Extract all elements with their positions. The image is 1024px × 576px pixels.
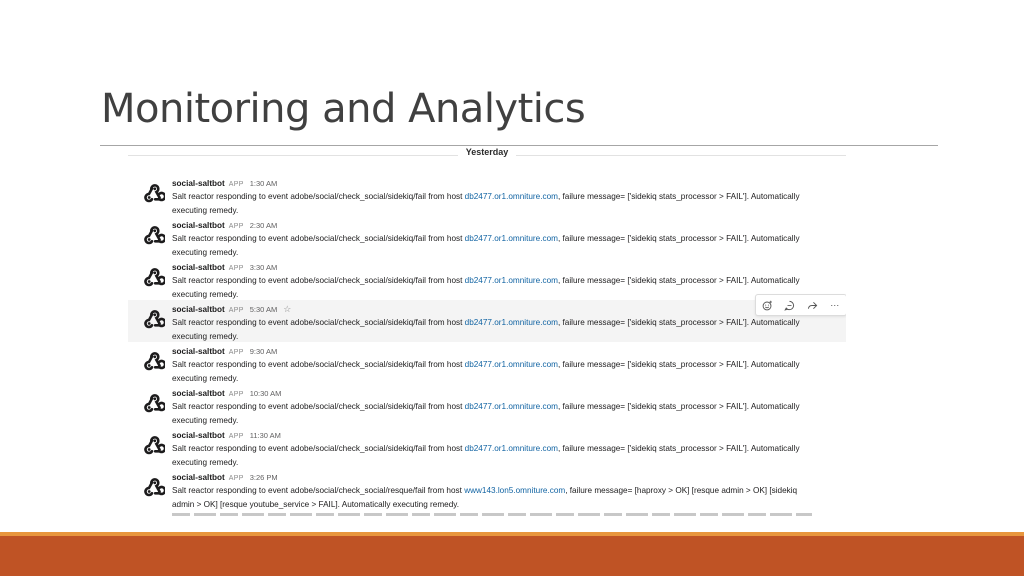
avatar[interactable] [143,350,165,372]
sender-name[interactable]: social-saltbot [172,221,225,230]
message-time[interactable]: 9:30 AM [249,347,278,356]
app-badge: APP [228,265,244,272]
more-actions-icon[interactable]: ⋯ [830,299,840,310]
app-badge: APP [228,391,244,398]
message-text: Salt reactor responding to event adobe/social/check_social/sidekiq/fail from host db2477.or1.omniture.com, failure message= ['sidekiq stats_processor > FAIL']. Automatically executing remedy. [172,444,800,467]
message-row[interactable] [128,471,846,513]
add-reaction-icon[interactable] [758,297,776,313]
message-row[interactable] [128,429,846,471]
host-link[interactable]: db2477.or1.omniture.com [464,234,558,243]
message-text: Salt reactor responding to event adobe/social/check_social/sidekiq/fail from host db2477.or1.omniture.com, failure message= ['sidekiq stats_processor > FAIL']. Automatically executing remedy. [172,192,800,215]
message-text: Salt reactor responding to event adobe/social/check_social/sidekiq/fail from host db2477.or1.omniture.com, failure message= ['sidekiq stats_processor > FAIL']. Automatically executing remedy. [172,234,800,257]
sender-name[interactable]: social-saltbot [172,305,225,314]
webhook-icon [143,224,165,246]
sender-name[interactable]: social-saltbot [172,179,225,188]
message-text: Salt reactor responding to event adobe/social/check_social/sidekiq/fail from host db2477.or1.omniture.com, failure message= ['sidekiq stats_processor > FAIL']. Automatically executing remedy. [172,402,800,425]
host-link[interactable]: db2477.or1.omniture.com [464,402,558,411]
message-row[interactable] [128,177,846,219]
message-header [172,178,277,190]
host-link[interactable]: db2477.or1.omniture.com [464,360,558,369]
message-header [172,346,277,358]
message-header [172,220,277,232]
message-header [172,388,281,400]
app-badge: APP [228,349,244,356]
slide-title: Monitoring and Analytics [101,86,586,132]
sender-name[interactable]: social-saltbot [172,263,225,272]
message-time[interactable]: 5:30 AM [249,305,278,314]
message-header [172,304,291,316]
sender-name[interactable]: social-saltbot [172,347,225,356]
webhook-icon [143,350,165,372]
avatar[interactable] [143,182,165,204]
chat-screenshot [128,147,846,517]
webhook-icon [143,308,165,330]
app-badge: APP [228,181,244,188]
avatar[interactable] [143,224,165,246]
sender-name[interactable]: social-saltbot [172,473,225,482]
message-hover-actions [755,294,846,316]
message-text: Salt reactor responding to event adobe/social/check_social/sidekiq/fail from host db2477.or1.omniture.com, failure message= ['sidekiq stats_processor > FAIL']. Automatically executing remedy. [172,360,800,383]
message-time[interactable]: 3:26 PM [249,473,278,482]
avatar[interactable] [143,308,165,330]
webhook-icon [143,266,165,288]
sender-name[interactable]: social-saltbot [172,431,225,440]
host-link[interactable]: db2477.or1.omniture.com [464,318,558,327]
message-header [172,430,281,442]
message-header [172,262,277,274]
footer-band [0,536,1024,576]
host-link[interactable]: db2477.or1.omniture.com [464,276,558,285]
app-badge: APP [228,475,244,482]
webhook-icon [143,182,165,204]
day-label[interactable]: Yesterday [458,147,516,161]
message-row[interactable] [128,261,846,303]
message-time[interactable]: 11:30 AM [249,431,281,440]
message-time[interactable]: 1:30 AM [249,179,278,188]
avatar[interactable] [143,434,165,456]
message-row-hovered[interactable] [128,300,846,342]
message-time[interactable]: 10:30 AM [249,389,282,398]
host-link[interactable]: db2477.or1.omniture.com [464,192,558,201]
host-link[interactable]: www143.lon5.omniture.com [464,486,566,495]
webhook-icon [143,476,165,498]
cutoff-message-fragment [172,511,812,517]
sender-name[interactable]: social-saltbot [172,389,225,398]
message-row[interactable] [128,387,846,429]
avatar[interactable] [143,266,165,288]
message-time[interactable]: 3:30 AM [249,263,278,272]
webhook-icon [143,434,165,456]
app-badge: APP [228,307,244,314]
message-time[interactable]: 2:30 AM [249,221,278,230]
message-header [172,472,278,484]
app-badge: APP [228,223,244,230]
message-text: Salt reactor responding to event adobe/social/check_social/resque/fail from host www143.lon5.omniture.com, failure message= [haproxy > OK] [resque admin > OK] [sidekiq admin > OK] [resque youtube_service > FAIL]. Automatically executing remedy. [172,486,798,509]
title-rule [100,145,938,146]
share-icon[interactable] [803,297,821,313]
message-row[interactable] [128,345,846,387]
message-row[interactable] [128,219,846,261]
webhook-icon [143,392,165,414]
avatar[interactable] [143,476,165,498]
reply-thread-icon[interactable] [781,297,799,313]
app-badge: APP [228,433,244,440]
avatar[interactable] [143,392,165,414]
message-text: Salt reactor responding to event adobe/social/check_social/sidekiq/fail from host db2477.or1.omniture.com, failure message= ['sidekiq stats_processor > FAIL']. Automatically executing remedy. [172,318,800,341]
host-link[interactable]: db2477.or1.omniture.com [464,444,558,453]
star-icon[interactable]: ☆ [283,304,292,314]
message-text: Salt reactor responding to event adobe/social/check_social/sidekiq/fail from host db2477.or1.omniture.com, failure message= ['sidekiq stats_processor > FAIL']. Automatically executing remedy. [172,276,800,299]
